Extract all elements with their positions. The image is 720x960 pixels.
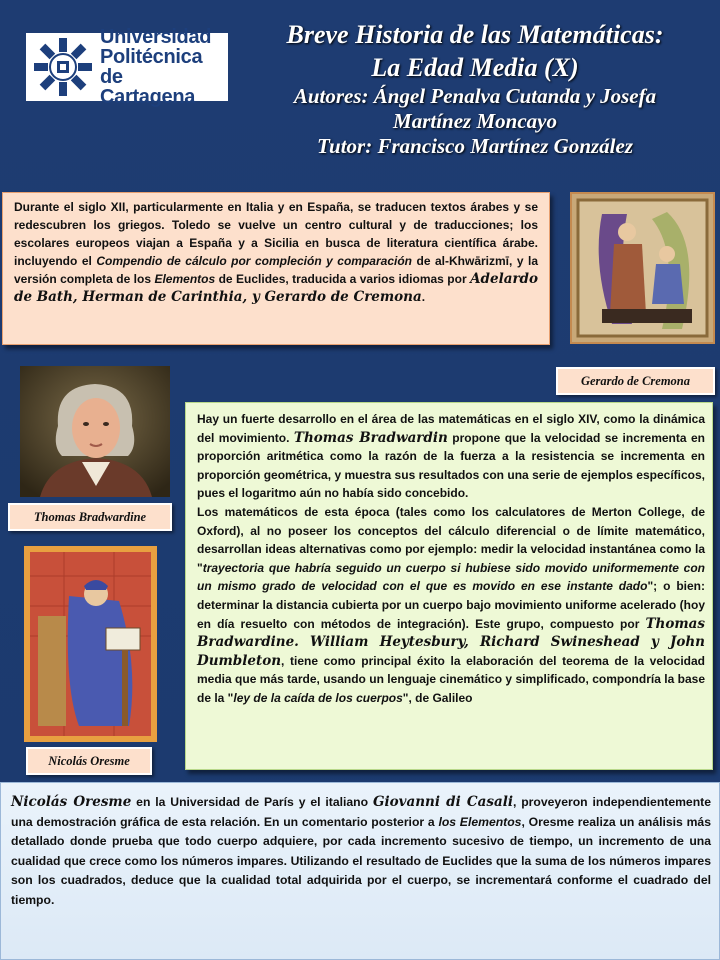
oresme-portrait	[24, 546, 157, 742]
section2-law: ley de la caída de los cuerpos	[233, 690, 403, 705]
section2-text-c: propone que la velocidad se incrementa en proporción aritmética como la razón de la fuerza a la resistencia se incrementa en proporción geométrica, y muestra sus resultados con una serie de ejemplos específicos, pues el logaritmo aún no había sido concebido.	[197, 430, 706, 501]
illumination-image	[24, 546, 157, 742]
label-gerardo: Gerardo de Cremona	[556, 367, 715, 395]
section2-quote: trayectoria que habría seguido un cuerpo si hubiese sido movido uniformemente con un mismo grado de velocidad con el que es movido en ese instante dado	[197, 560, 705, 594]
section2-text-f: "; o bien: determinar la distancia cubierta por un cuerpo bajo movimiento uniforme acelerado (hoy en día resuelto con métodos de integración). Este grupo, compuesto por	[197, 579, 705, 631]
tutor-line: Tutor: Francisco Martínez González	[316, 134, 633, 158]
section-translations	[2, 192, 550, 345]
authors-line-2: Martínez Moncayo	[393, 109, 557, 133]
header	[245, 18, 705, 159]
university-logo	[26, 26, 228, 108]
section3-text-d: , proveyeron independientemente una demostración gráfica de esta relación. En un comentario posterior a	[11, 795, 711, 829]
section1-text-g: .	[421, 290, 426, 304]
label-bradwardine: Thomas Bradwardine	[8, 503, 172, 531]
page-subtitle: La Edad Media (X)	[371, 53, 579, 82]
university-name	[100, 27, 222, 107]
page-title: Breve Historia de las Matemáticas:	[286, 20, 664, 49]
section-oresme	[0, 782, 720, 960]
section2-text-d: Los matemáticos de esta época (tales como los calculatores de Merton College, de Oxford), al no poseer los conceptos del cálculo diferencial o de límite matemático, desarrollan ideas alternativas como por ejemplo: medir la velocidad instantánea como la "	[197, 504, 705, 575]
section3-text-b: en la Universidad de París y el italiano	[131, 795, 373, 809]
section2-text-h: , tiene como principal éxito la elaboración del teorema de la velocidad media que más tarde, usando un lenguaje cinemático y simplificado, compondría la base de la "	[197, 653, 705, 705]
logo-line-1: Universidad	[100, 26, 212, 48]
gerardo-portrait	[570, 192, 715, 344]
section1-translators: Adelardo de Bath, Herman de Carinthia, y Gerardo de Cremona	[14, 271, 538, 305]
authors-line-1: Autores: Ángel Penalva Cutanda y Josefa	[293, 84, 657, 108]
section1-book-title: Compendio de cálculo por compleción y comparación	[96, 254, 412, 268]
section1-text-e: de Euclides, traducida a varios idiomas por	[215, 272, 471, 286]
section2-text-j: ", de Galileo	[402, 690, 473, 705]
portrait-image	[20, 366, 170, 497]
section-motion	[185, 402, 713, 770]
section2-calculators: Thomas Bradwardine. William Heytesbury, Richard Swineshead y John Dumbleton	[197, 615, 705, 669]
university-emblem-icon	[32, 36, 94, 98]
section3-text-f: , Oresme realiza un análisis más detallado donde prueba que todo cuerpo adquiere, por cada incremento sucesivo de tiempo, un incremento de una cualidad que crece como los números impares. Utilizando el resultado de Euclides que la suma de los números impares son los cuadrados, deduce que la cualidad total adquirida por el cuerpo, se incrementará conforme el cuadrado del tiempo.	[11, 814, 711, 907]
label-oresme: Nicolás Oresme	[26, 747, 152, 775]
logo-line-3: de Cartagena	[100, 66, 196, 108]
logo-line-2: Politécnica	[100, 46, 203, 68]
section1-text-a: Durante el siglo XII, particularmente en Italia y en España, se traducen textos árabes y se redescubren los griegos. Toledo se vuelve un centro cultural y de traducciones; los escolares europeos viajan a España y a Sicilia en busca de literatura científica árabe. incluyendo el	[14, 200, 538, 268]
section2-text-a: Hay un fuerte desarrollo en el área de las matemáticas en el siglo XIV, como la dinámica del movimiento.	[197, 412, 705, 445]
section3-elementos: los Elementos	[438, 814, 522, 829]
section3-oresme: Nicolás Oresme	[11, 794, 132, 810]
bradwardine-portrait	[20, 366, 170, 497]
section3-casali: Giovanni di Casali	[372, 794, 513, 810]
section2-bradwardin: Thomas Bradwardin	[293, 429, 448, 446]
section1-text-c: de al-Khwārizmī, y la versión completa de los	[14, 254, 538, 286]
section1-elementos: Elementos	[154, 272, 216, 286]
illuminated-letter-image	[572, 194, 713, 342]
